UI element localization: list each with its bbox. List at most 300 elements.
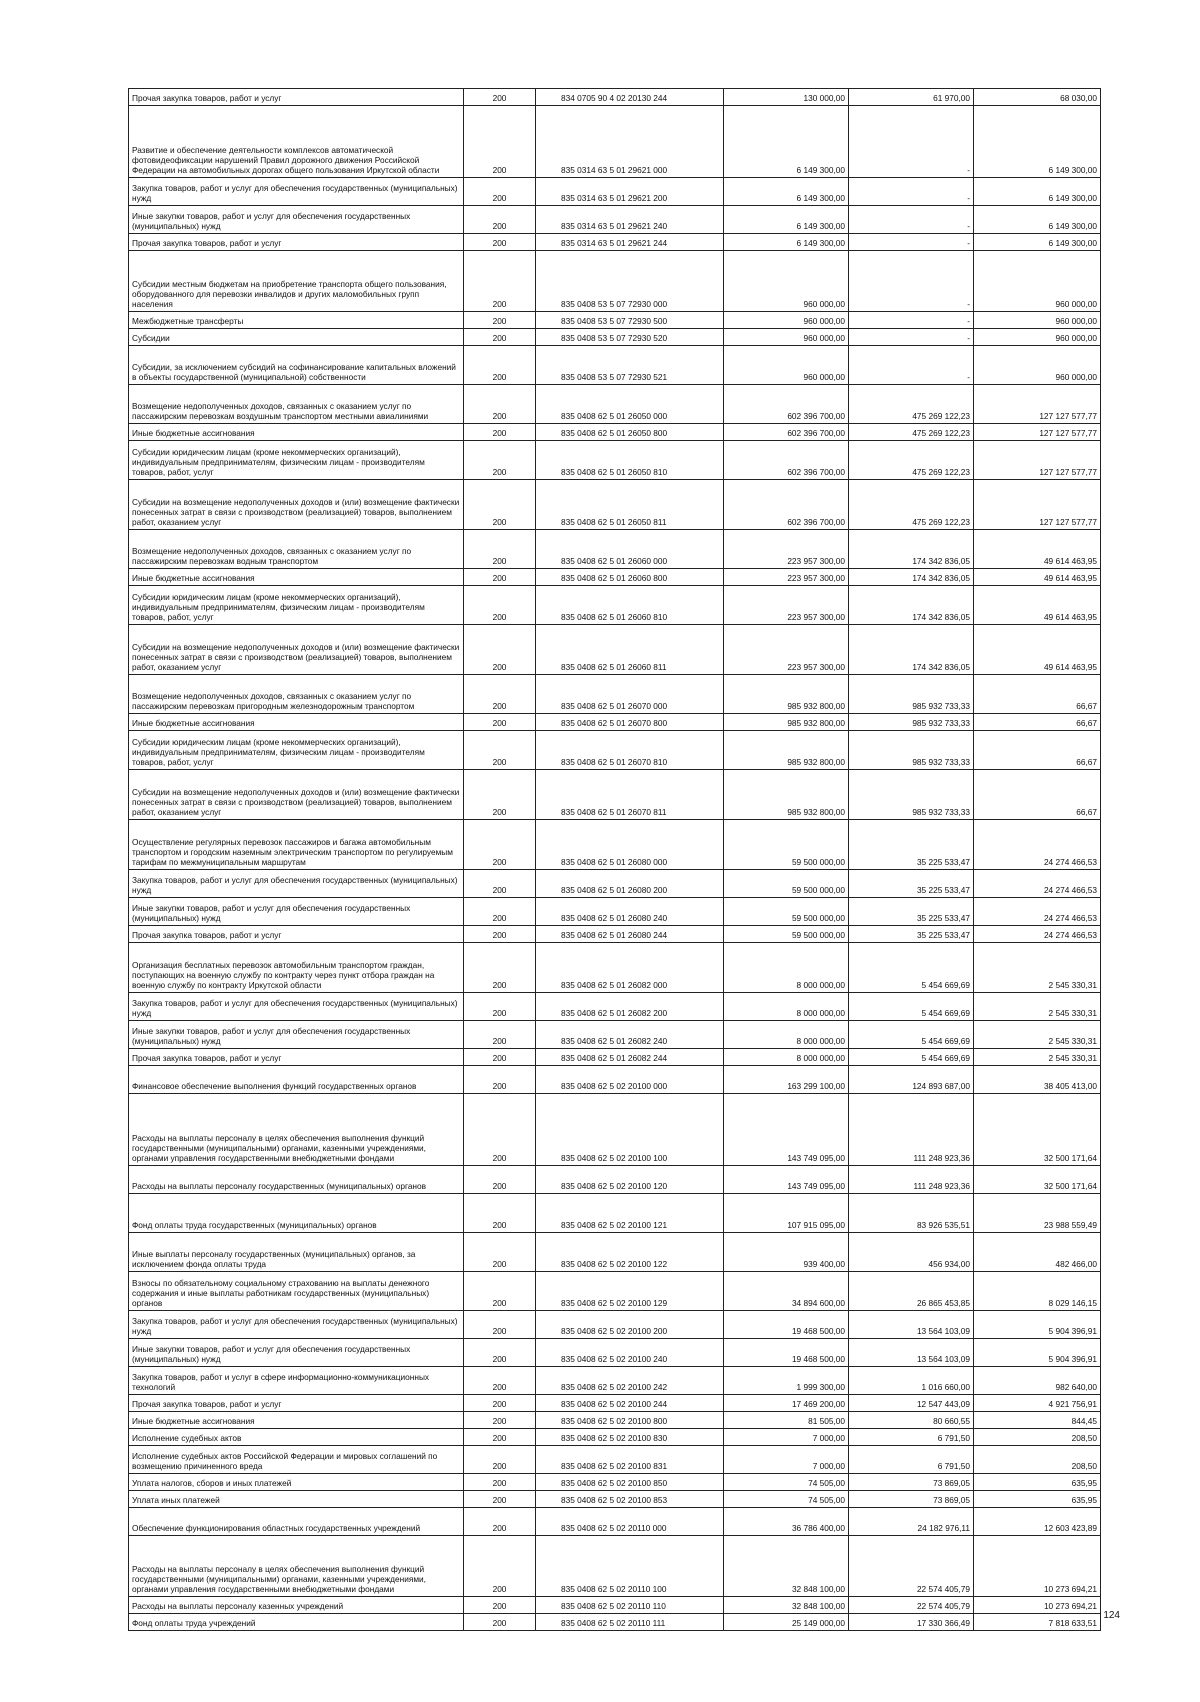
- row-budget-code: 835 0408 62 5 01 26082 240: [536, 1021, 724, 1049]
- row-approved-amount: 223 957 300,00: [724, 625, 849, 675]
- row-executed-amount: -: [849, 206, 974, 234]
- row-name: Иные бюджетные ассигнования: [129, 1412, 464, 1429]
- table-row: [129, 441, 1101, 480]
- row-name: Прочая закупка товаров, работ и услуг: [129, 1049, 464, 1066]
- row-line-code: 200: [464, 1474, 536, 1491]
- table-row: [129, 1367, 1101, 1395]
- row-executed-amount: 174 342 836,05: [849, 586, 974, 625]
- row-approved-amount: 223 957 300,00: [724, 569, 849, 586]
- row-unexecuted-amount: 24 274 466,53: [974, 926, 1101, 943]
- table-row: [129, 1094, 1101, 1166]
- row-executed-amount: 985 932 733,33: [849, 770, 974, 820]
- row-executed-amount: 26 865 453,85: [849, 1272, 974, 1311]
- row-budget-code: 835 0408 62 5 02 20110 100: [536, 1536, 724, 1597]
- table-row: [129, 178, 1101, 206]
- row-name: Прочая закупка товаров, работ и услуг: [129, 1395, 464, 1412]
- row-approved-amount: 6 149 300,00: [724, 234, 849, 251]
- row-approved-amount: 143 749 095,00: [724, 1166, 849, 1194]
- row-executed-amount: 985 932 733,33: [849, 675, 974, 714]
- row-line-code: 200: [464, 770, 536, 820]
- row-executed-amount: 475 269 122,23: [849, 385, 974, 424]
- row-unexecuted-amount: 960 000,00: [974, 346, 1101, 385]
- row-name: Закупка товаров, работ и услуг для обеспечения государственных (муниципальных) нужд: [129, 993, 464, 1021]
- row-name: Фонд оплаты труда учреждений: [129, 1614, 464, 1631]
- row-approved-amount: 939 400,00: [724, 1233, 849, 1272]
- row-line-code: 200: [464, 586, 536, 625]
- row-approved-amount: 985 932 800,00: [724, 714, 849, 731]
- row-approved-amount: 59 500 000,00: [724, 820, 849, 870]
- row-executed-amount: 17 330 366,49: [849, 1614, 974, 1631]
- row-unexecuted-amount: 6 149 300,00: [974, 178, 1101, 206]
- row-executed-amount: -: [849, 346, 974, 385]
- row-budget-code: 835 0408 62 5 01 26060 000: [536, 530, 724, 569]
- row-unexecuted-amount: 5 904 396,91: [974, 1339, 1101, 1367]
- row-name: Иные закупки товаров, работ и услуг для обеспечения государственных (муниципальных) нужд: [129, 206, 464, 234]
- table-row: [129, 329, 1101, 346]
- row-line-code: 200: [464, 530, 536, 569]
- row-budget-code: 835 0408 62 5 02 20100 800: [536, 1412, 724, 1429]
- table-row: [129, 424, 1101, 441]
- row-name: Расходы на выплаты персоналу казенных учреждений: [129, 1597, 464, 1614]
- row-line-code: 200: [464, 820, 536, 870]
- row-name: Организация бесплатных перевозок автомобильным транспортом граждан, поступающих на военную службу по контракту через пункт отбора граждан на военную службу по контракту Иркутской области: [129, 943, 464, 993]
- table-row: [129, 1194, 1101, 1233]
- row-budget-code: 835 0408 62 5 02 20100 853: [536, 1491, 724, 1508]
- table-row: [129, 569, 1101, 586]
- row-unexecuted-amount: 10 273 694,21: [974, 1536, 1101, 1597]
- row-line-code: 200: [464, 178, 536, 206]
- row-budget-code: 835 0408 62 5 01 26060 811: [536, 625, 724, 675]
- row-unexecuted-amount: 2 545 330,31: [974, 1021, 1101, 1049]
- row-unexecuted-amount: 482 466,00: [974, 1233, 1101, 1272]
- row-budget-code: 835 0408 62 5 01 26050 810: [536, 441, 724, 480]
- row-name: Субсидии юридическим лицам (кроме некоммерческих организаций), индивидуальным предпринимателям, физическим лицам - производителям товаров, работ, услуг: [129, 731, 464, 770]
- row-approved-amount: 985 932 800,00: [724, 675, 849, 714]
- row-unexecuted-amount: 66,67: [974, 731, 1101, 770]
- row-approved-amount: 36 786 400,00: [724, 1508, 849, 1536]
- table-row: [129, 943, 1101, 993]
- row-budget-code: 834 0705 90 4 02 20130 244: [536, 89, 724, 106]
- row-name: Субсидии, за исключением субсидий на софинансирование капитальных вложений в объекты государственной (муниципальной) собственности: [129, 346, 464, 385]
- row-line-code: 200: [464, 1049, 536, 1066]
- row-executed-amount: 22 574 405,79: [849, 1597, 974, 1614]
- row-budget-code: 835 0408 62 5 01 26082 200: [536, 993, 724, 1021]
- table-row: [129, 926, 1101, 943]
- row-unexecuted-amount: 208,50: [974, 1429, 1101, 1446]
- row-approved-amount: 960 000,00: [724, 346, 849, 385]
- row-unexecuted-amount: 2 545 330,31: [974, 943, 1101, 993]
- row-approved-amount: 602 396 700,00: [724, 385, 849, 424]
- row-line-code: 200: [464, 1429, 536, 1446]
- row-budget-code: 835 0314 63 5 01 29621 240: [536, 206, 724, 234]
- row-line-code: 200: [464, 714, 536, 731]
- table-row: [129, 1446, 1101, 1474]
- row-name: Расходы на выплаты персоналу в целях обеспечения выполнения функций государственными (муниципальными) органами, казенными учреждениями, органами управления государственными внебюджетными фондами: [129, 1094, 464, 1166]
- row-executed-amount: 475 269 122,23: [849, 480, 974, 530]
- row-budget-code: 835 0408 62 5 02 20100 000: [536, 1066, 724, 1094]
- row-budget-code: 835 0408 62 5 02 20100 830: [536, 1429, 724, 1446]
- row-unexecuted-amount: 49 614 463,95: [974, 625, 1101, 675]
- row-executed-amount: 13 564 103,09: [849, 1339, 974, 1367]
- row-line-code: 200: [464, 251, 536, 312]
- row-approved-amount: 602 396 700,00: [724, 480, 849, 530]
- row-line-code: 200: [464, 1194, 536, 1233]
- row-line-code: 200: [464, 1536, 536, 1597]
- row-name: Субсидии на возмещение недополученных доходов и (или) возмещение фактически понесенных затрат в связи с производством (реализацией) товаров, выполнением работ, оказанием услуг: [129, 480, 464, 530]
- table-row: [129, 1166, 1101, 1194]
- table-row: [129, 1395, 1101, 1412]
- row-name: Возмещение недополученных доходов, связанных с оказанием услуг по пассажирским перевозкам пригородным железнодорожным транспортом: [129, 675, 464, 714]
- row-budget-code: 835 0408 53 5 07 72930 520: [536, 329, 724, 346]
- row-budget-code: 835 0408 62 5 02 20100 122: [536, 1233, 724, 1272]
- row-name: Иные закупки товаров, работ и услуг для обеспечения государственных (муниципальных) нужд: [129, 1339, 464, 1367]
- table-row: [129, 1311, 1101, 1339]
- row-unexecuted-amount: 12 603 423,89: [974, 1508, 1101, 1536]
- row-budget-code: 835 0408 62 5 02 20100 100: [536, 1094, 724, 1166]
- row-line-code: 200: [464, 206, 536, 234]
- table-row: [129, 106, 1101, 178]
- table-row: [129, 206, 1101, 234]
- row-executed-amount: 5 454 669,69: [849, 943, 974, 993]
- table-row: [129, 251, 1101, 312]
- row-unexecuted-amount: 960 000,00: [974, 329, 1101, 346]
- row-executed-amount: 73 869,05: [849, 1491, 974, 1508]
- row-name: Иные бюджетные ассигнования: [129, 714, 464, 731]
- row-line-code: 200: [464, 441, 536, 480]
- table-row: [129, 714, 1101, 731]
- table-row: [129, 1491, 1101, 1508]
- row-approved-amount: 59 500 000,00: [724, 898, 849, 926]
- row-executed-amount: 5 454 669,69: [849, 1021, 974, 1049]
- row-executed-amount: 475 269 122,23: [849, 441, 974, 480]
- row-line-code: 200: [464, 329, 536, 346]
- row-line-code: 200: [464, 1395, 536, 1412]
- row-unexecuted-amount: 635,95: [974, 1491, 1101, 1508]
- row-name: Субсидии юридическим лицам (кроме некоммерческих организаций), индивидуальным предпринимателям, физическим лицам - производителям товаров, работ, услуг: [129, 586, 464, 625]
- row-name: Фонд оплаты труда государственных (муниципальных) органов: [129, 1194, 464, 1233]
- row-executed-amount: 174 342 836,05: [849, 530, 974, 569]
- row-budget-code: 835 0408 62 5 01 26082 244: [536, 1049, 724, 1066]
- row-approved-amount: 8 000 000,00: [724, 1049, 849, 1066]
- row-executed-amount: 985 932 733,33: [849, 731, 974, 770]
- table-row: [129, 586, 1101, 625]
- row-line-code: 200: [464, 943, 536, 993]
- table-row: [129, 1508, 1101, 1536]
- row-budget-code: 835 0314 63 5 01 29621 000: [536, 106, 724, 178]
- table-row: [129, 89, 1101, 106]
- row-unexecuted-amount: 960 000,00: [974, 251, 1101, 312]
- row-name: Межбюджетные трансферты: [129, 312, 464, 329]
- row-name: Закупка товаров, работ и услуг для обеспечения государственных (муниципальных) нужд: [129, 178, 464, 206]
- row-line-code: 200: [464, 569, 536, 586]
- row-line-code: 200: [464, 1508, 536, 1536]
- row-line-code: 200: [464, 1066, 536, 1094]
- budget-execution-table: [128, 88, 1101, 1631]
- row-line-code: 200: [464, 1021, 536, 1049]
- row-unexecuted-amount: 10 273 694,21: [974, 1597, 1101, 1614]
- row-executed-amount: 124 893 687,00: [849, 1066, 974, 1094]
- row-executed-amount: 35 225 533,47: [849, 820, 974, 870]
- row-line-code: 200: [464, 1446, 536, 1474]
- row-name: Взносы по обязательному социальному страхованию на выплаты денежного содержания и иные выплаты работникам государственных (муниципальных) органов: [129, 1272, 464, 1311]
- row-executed-amount: -: [849, 312, 974, 329]
- row-budget-code: 835 0408 62 5 01 26060 810: [536, 586, 724, 625]
- row-line-code: 200: [464, 312, 536, 329]
- row-unexecuted-amount: 49 614 463,95: [974, 586, 1101, 625]
- table-row: [129, 1597, 1101, 1614]
- row-unexecuted-amount: 66,67: [974, 675, 1101, 714]
- row-approved-amount: 8 000 000,00: [724, 943, 849, 993]
- row-unexecuted-amount: 49 614 463,95: [974, 530, 1101, 569]
- row-unexecuted-amount: 66,67: [974, 714, 1101, 731]
- row-unexecuted-amount: 49 614 463,95: [974, 569, 1101, 586]
- row-executed-amount: 1 016 660,00: [849, 1367, 974, 1395]
- row-unexecuted-amount: 127 127 577,77: [974, 424, 1101, 441]
- row-approved-amount: 6 149 300,00: [724, 206, 849, 234]
- row-budget-code: 835 0314 63 5 01 29621 200: [536, 178, 724, 206]
- row-name: Обеспечение функционирования областных государственных учреждений: [129, 1508, 464, 1536]
- row-approved-amount: 143 749 095,00: [724, 1094, 849, 1166]
- row-approved-amount: 81 505,00: [724, 1412, 849, 1429]
- row-approved-amount: 7 000,00: [724, 1429, 849, 1446]
- table-row: [129, 1049, 1101, 1066]
- table-row: [129, 1339, 1101, 1367]
- row-line-code: 200: [464, 1597, 536, 1614]
- row-approved-amount: 6 149 300,00: [724, 178, 849, 206]
- row-name: Исполнение судебных актов Российской Федерации и мировых соглашений по возмещению причиненного вреда: [129, 1446, 464, 1474]
- table-row: [129, 820, 1101, 870]
- row-executed-amount: 35 225 533,47: [849, 898, 974, 926]
- row-name: Иные бюджетные ассигнования: [129, 569, 464, 586]
- row-approved-amount: 17 469 200,00: [724, 1395, 849, 1412]
- row-approved-amount: 7 000,00: [724, 1446, 849, 1474]
- row-unexecuted-amount: 4 921 756,91: [974, 1395, 1101, 1412]
- row-approved-amount: 985 932 800,00: [724, 770, 849, 820]
- row-name: Субсидии юридическим лицам (кроме некоммерческих организаций), индивидуальным предпринимателям, физическим лицам - производителям товаров, работ, услуг: [129, 441, 464, 480]
- row-name: Прочая закупка товаров, работ и услуг: [129, 89, 464, 106]
- row-executed-amount: 174 342 836,05: [849, 625, 974, 675]
- table-row: [129, 312, 1101, 329]
- row-approved-amount: 25 149 000,00: [724, 1614, 849, 1631]
- row-unexecuted-amount: 24 274 466,53: [974, 820, 1101, 870]
- row-unexecuted-amount: 5 904 396,91: [974, 1311, 1101, 1339]
- row-line-code: 200: [464, 1367, 536, 1395]
- row-executed-amount: 83 926 535,51: [849, 1194, 974, 1233]
- table-row: [129, 731, 1101, 770]
- row-unexecuted-amount: 127 127 577,77: [974, 480, 1101, 530]
- row-budget-code: 835 0408 62 5 01 26070 000: [536, 675, 724, 714]
- table-row: [129, 1614, 1101, 1631]
- row-budget-code: 835 0408 62 5 01 26050 800: [536, 424, 724, 441]
- row-executed-amount: -: [849, 106, 974, 178]
- row-budget-code: 835 0408 62 5 02 20100 200: [536, 1311, 724, 1339]
- row-line-code: 200: [464, 1166, 536, 1194]
- row-approved-amount: 163 299 100,00: [724, 1066, 849, 1094]
- row-line-code: 200: [464, 480, 536, 530]
- row-unexecuted-amount: 844,45: [974, 1412, 1101, 1429]
- table-row: [129, 770, 1101, 820]
- row-name: Субсидии местным бюджетам на приобретение транспорта общего пользования, оборудованного для перевозки инвалидов и других маломобильных групп населения: [129, 251, 464, 312]
- row-line-code: 200: [464, 1339, 536, 1367]
- row-unexecuted-amount: 127 127 577,77: [974, 441, 1101, 480]
- row-approved-amount: 1 999 300,00: [724, 1367, 849, 1395]
- row-name: Возмещение недополученных доходов, связанных с оказанием услуг по пассажирским перевозкам воздушным транспортом местными авиалиниями: [129, 385, 464, 424]
- row-approved-amount: 74 505,00: [724, 1474, 849, 1491]
- row-executed-amount: 13 564 103,09: [849, 1311, 974, 1339]
- row-unexecuted-amount: 982 640,00: [974, 1367, 1101, 1395]
- row-budget-code: 835 0408 62 5 01 26060 800: [536, 569, 724, 586]
- row-executed-amount: 35 225 533,47: [849, 870, 974, 898]
- row-executed-amount: 6 791,50: [849, 1429, 974, 1446]
- row-approved-amount: 602 396 700,00: [724, 424, 849, 441]
- row-executed-amount: 456 934,00: [849, 1233, 974, 1272]
- row-name: Иные бюджетные ассигнования: [129, 424, 464, 441]
- row-budget-code: 835 0408 62 5 01 26080 244: [536, 926, 724, 943]
- row-line-code: 200: [464, 926, 536, 943]
- table-row: [129, 234, 1101, 251]
- row-line-code: 200: [464, 106, 536, 178]
- row-budget-code: 835 0408 62 5 01 26050 811: [536, 480, 724, 530]
- page-number: 124: [1103, 1610, 1120, 1621]
- row-budget-code: 835 0408 62 5 01 26080 200: [536, 870, 724, 898]
- row-unexecuted-amount: 127 127 577,77: [974, 385, 1101, 424]
- row-executed-amount: 5 454 669,69: [849, 993, 974, 1021]
- row-approved-amount: 8 000 000,00: [724, 1021, 849, 1049]
- row-name: Расходы на выплаты персоналу государственных (муниципальных) органов: [129, 1166, 464, 1194]
- row-approved-amount: 74 505,00: [724, 1491, 849, 1508]
- row-name: Финансовое обеспечение выполнения функций государственных органов: [129, 1066, 464, 1094]
- table-row: [129, 1474, 1101, 1491]
- row-unexecuted-amount: 7 818 633,51: [974, 1614, 1101, 1631]
- row-approved-amount: 960 000,00: [724, 251, 849, 312]
- row-executed-amount: 61 970,00: [849, 89, 974, 106]
- row-budget-code: 835 0408 62 5 02 20100 120: [536, 1166, 724, 1194]
- row-name: Осуществление регулярных перевозок пассажиров и багажа автомобильным транспортом и городским наземным электрическим транспортом по регулируемым тарифам по межмуниципальным маршрутам: [129, 820, 464, 870]
- row-executed-amount: 73 869,05: [849, 1474, 974, 1491]
- table-row: [129, 530, 1101, 569]
- row-unexecuted-amount: 32 500 171,64: [974, 1094, 1101, 1166]
- row-budget-code: 835 0408 62 5 01 26070 811: [536, 770, 724, 820]
- table-row: [129, 346, 1101, 385]
- row-executed-amount: -: [849, 329, 974, 346]
- row-line-code: 200: [464, 898, 536, 926]
- row-approved-amount: 32 848 100,00: [724, 1597, 849, 1614]
- row-budget-code: 835 0408 62 5 01 26070 800: [536, 714, 724, 731]
- row-line-code: 200: [464, 1094, 536, 1166]
- table-row: [129, 1233, 1101, 1272]
- row-budget-code: 835 0408 62 5 01 26080 240: [536, 898, 724, 926]
- row-unexecuted-amount: 635,95: [974, 1474, 1101, 1491]
- row-unexecuted-amount: 960 000,00: [974, 312, 1101, 329]
- row-budget-code: 835 0408 62 5 01 26080 000: [536, 820, 724, 870]
- table-row: [129, 993, 1101, 1021]
- row-unexecuted-amount: 6 149 300,00: [974, 234, 1101, 251]
- row-executed-amount: 24 182 976,11: [849, 1508, 974, 1536]
- row-budget-code: 835 0408 62 5 02 20100 850: [536, 1474, 724, 1491]
- row-executed-amount: 6 791,50: [849, 1446, 974, 1474]
- row-unexecuted-amount: 32 500 171,64: [974, 1166, 1101, 1194]
- row-line-code: 200: [464, 675, 536, 714]
- row-line-code: 200: [464, 385, 536, 424]
- row-executed-amount: 111 248 923,36: [849, 1094, 974, 1166]
- row-line-code: 200: [464, 424, 536, 441]
- row-executed-amount: -: [849, 251, 974, 312]
- row-name: Иные закупки товаров, работ и услуг для обеспечения государственных (муниципальных) нужд: [129, 898, 464, 926]
- row-budget-code: 835 0408 62 5 01 26070 810: [536, 731, 724, 770]
- row-name: Возмещение недополученных доходов, связанных с оказанием услуг по пассажирским перевозкам водным транспортом: [129, 530, 464, 569]
- row-name: Закупка товаров, работ и услуг в сфере информационно-коммуникационных технологий: [129, 1367, 464, 1395]
- table-row: [129, 625, 1101, 675]
- row-budget-code: 835 0408 62 5 02 20110 110: [536, 1597, 724, 1614]
- row-name: Прочая закупка товаров, работ и услуг: [129, 926, 464, 943]
- row-executed-amount: -: [849, 234, 974, 251]
- table-row: [129, 1272, 1101, 1311]
- row-executed-amount: 475 269 122,23: [849, 424, 974, 441]
- row-unexecuted-amount: 66,67: [974, 770, 1101, 820]
- row-name: Закупка товаров, работ и услуг для обеспечения государственных (муниципальных) нужд: [129, 1311, 464, 1339]
- row-budget-code: 835 0408 62 5 02 20100 240: [536, 1339, 724, 1367]
- table-row: [129, 385, 1101, 424]
- row-name: Иные закупки товаров, работ и услуг для обеспечения государственных (муниципальных) нужд: [129, 1021, 464, 1049]
- row-name: Исполнение судебных актов: [129, 1429, 464, 1446]
- row-line-code: 200: [464, 89, 536, 106]
- row-approved-amount: 960 000,00: [724, 312, 849, 329]
- table-body: [129, 89, 1101, 1631]
- row-executed-amount: 12 547 443,09: [849, 1395, 974, 1412]
- row-budget-code: 835 0408 53 5 07 72930 500: [536, 312, 724, 329]
- row-executed-amount: 80 660,55: [849, 1412, 974, 1429]
- row-budget-code: 835 0408 62 5 02 20100 244: [536, 1395, 724, 1412]
- row-approved-amount: 602 396 700,00: [724, 441, 849, 480]
- row-unexecuted-amount: 2 545 330,31: [974, 993, 1101, 1021]
- row-name: Субсидии: [129, 329, 464, 346]
- row-budget-code: 835 0408 62 5 02 20110 000: [536, 1508, 724, 1536]
- row-line-code: 200: [464, 731, 536, 770]
- table-row: [129, 1412, 1101, 1429]
- row-line-code: 200: [464, 1311, 536, 1339]
- row-line-code: 200: [464, 870, 536, 898]
- row-approved-amount: 8 000 000,00: [724, 993, 849, 1021]
- row-approved-amount: 130 000,00: [724, 89, 849, 106]
- row-name: Уплата налогов, сборов и иных платежей: [129, 1474, 464, 1491]
- row-approved-amount: 19 468 500,00: [724, 1311, 849, 1339]
- row-budget-code: 835 0408 53 5 07 72930 000: [536, 251, 724, 312]
- row-budget-code: 835 0408 62 5 01 26082 000: [536, 943, 724, 993]
- row-executed-amount: 174 342 836,05: [849, 569, 974, 586]
- row-executed-amount: -: [849, 178, 974, 206]
- row-name: Расходы на выплаты персоналу в целях обеспечения выполнения функций государственными (муниципальными) органами, казенными учреждениями, органами управления государственными внебюджетными фондами: [129, 1536, 464, 1597]
- row-name: Прочая закупка товаров, работ и услуг: [129, 234, 464, 251]
- row-line-code: 200: [464, 234, 536, 251]
- row-line-code: 200: [464, 1272, 536, 1311]
- row-unexecuted-amount: 23 988 559,49: [974, 1194, 1101, 1233]
- row-approved-amount: 19 468 500,00: [724, 1339, 849, 1367]
- row-unexecuted-amount: 24 274 466,53: [974, 898, 1101, 926]
- row-budget-code: 835 0408 62 5 02 20100 831: [536, 1446, 724, 1474]
- row-name: Закупка товаров, работ и услуг для обеспечения государственных (муниципальных) нужд: [129, 870, 464, 898]
- row-name: Уплата иных платежей: [129, 1491, 464, 1508]
- row-approved-amount: 59 500 000,00: [724, 870, 849, 898]
- row-line-code: 200: [464, 625, 536, 675]
- row-budget-code: 835 0408 62 5 02 20100 121: [536, 1194, 724, 1233]
- row-unexecuted-amount: 68 030,00: [974, 89, 1101, 106]
- table-row: [129, 1066, 1101, 1094]
- row-approved-amount: 960 000,00: [724, 329, 849, 346]
- table-row: [129, 480, 1101, 530]
- row-line-code: 200: [464, 1614, 536, 1631]
- row-unexecuted-amount: 38 405 413,00: [974, 1066, 1101, 1094]
- row-unexecuted-amount: 2 545 330,31: [974, 1049, 1101, 1066]
